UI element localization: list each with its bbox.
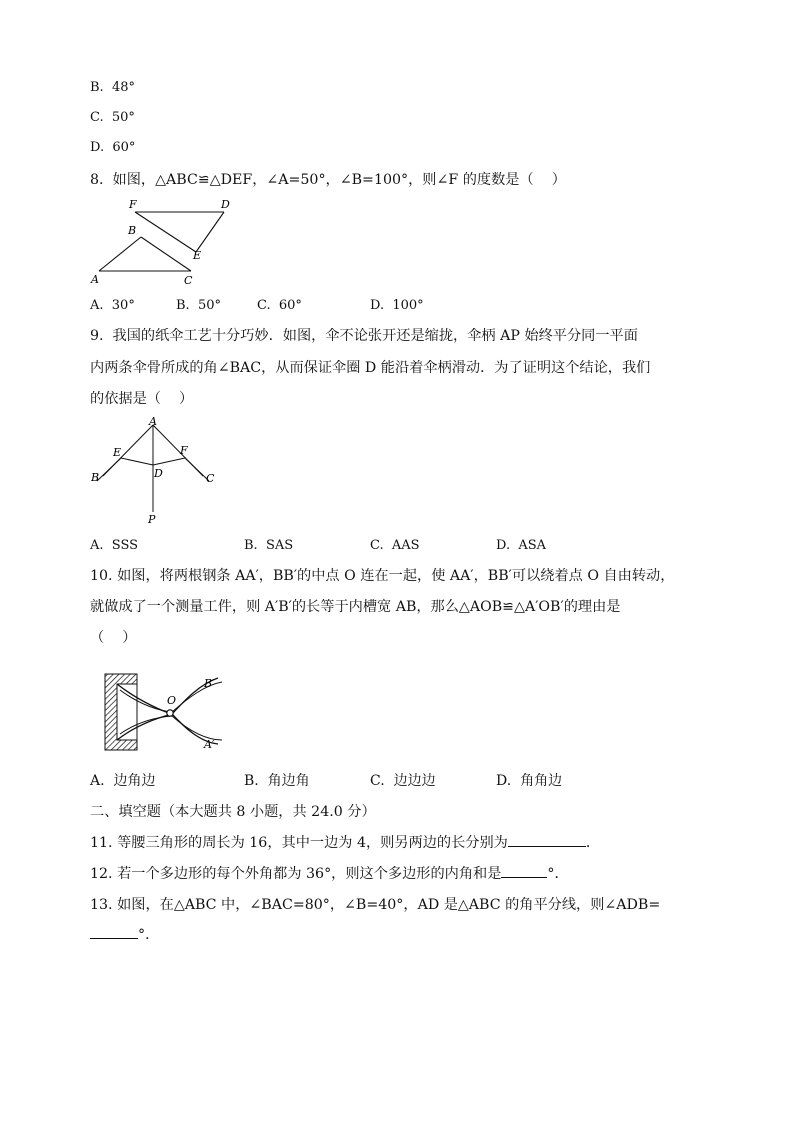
label-o: O xyxy=(167,694,177,707)
question-11-text: 11. 等腰三角形的周长为 16，其中一边为 4，则另两边的长分别为 xyxy=(90,835,508,851)
label-a: A xyxy=(91,273,99,286)
triangle-figure-q8 xyxy=(88,193,248,289)
section-2-heading: 二、填空题（本大题共 8 小题，共 24.0 分） xyxy=(90,804,376,820)
label-c: C xyxy=(184,274,193,287)
question-9-line-1: 9. 我国的纸伞工艺十分巧妙．如图，伞不论张开还是缩拢，伞柄 AP 始终平分同一平面 xyxy=(90,328,638,344)
label-b: B xyxy=(128,224,137,237)
q8-option-b[interactable]: B. 50° xyxy=(176,298,221,313)
question-13-end: °． xyxy=(138,927,160,943)
question-12-text: 12. 若一个多边形的每个外角都为 36°，则这个多边形的内角和是 xyxy=(90,866,502,882)
q8-option-c[interactable]: C. 60° xyxy=(257,298,302,313)
label-f: F xyxy=(180,444,188,457)
q9-option-a[interactable]: A. SSS xyxy=(90,538,139,553)
label-p: P xyxy=(148,513,156,526)
label-e: E xyxy=(113,446,122,459)
option-c-prev: C. 50° xyxy=(90,110,135,125)
question-10-line-1: 10. 如图，将两根钢条 AA′，BB′的中点 O 连在一起，使 AA′，BB′可以绕着点 O 自由转动， xyxy=(90,568,675,584)
label-a-prime: A′ xyxy=(204,738,215,751)
q10-option-a[interactable]: A. 边角边 xyxy=(90,773,156,789)
question-11 xyxy=(90,834,600,852)
q8-option-a[interactable]: A. 30° xyxy=(90,298,135,313)
question-12-end: °． xyxy=(547,866,569,882)
label-b: B xyxy=(91,471,100,484)
question-9-line-2: 内两条伞骨所成的角∠BAC，从而保证伞圈 D 能沿着伞柄滑动．为了证明这个结论，我们 xyxy=(90,360,651,376)
answer-blank-11[interactable] xyxy=(508,834,586,847)
question-13-line-1: 13. 如图，在△ABC 中，∠BAC=80°，∠B=40°，AD 是△ABC 的角平分线，则∠ADB= xyxy=(90,897,661,913)
label-d: D xyxy=(154,467,163,480)
question-10-line-2: 就做成了一个测量工件，则 A′B′的长等于内槽宽 AB，那么△AOB≌△A′OB′的理由是 xyxy=(90,599,621,615)
q10-option-d[interactable]: D. 角角边 xyxy=(496,773,563,789)
question-13-line-2 xyxy=(90,926,159,944)
option-b-prev: B. 48° xyxy=(90,80,135,95)
label-e: E xyxy=(193,249,202,262)
question-12 xyxy=(90,865,569,883)
label-d: D xyxy=(221,198,230,211)
option-d-prev: D. 60° xyxy=(90,140,136,155)
q9-option-c[interactable]: C. AAS xyxy=(370,538,420,553)
label-b-prime: B′ xyxy=(204,677,215,690)
answer-blank-13[interactable] xyxy=(90,926,138,939)
question-9-line-3: 的依据是（ ） xyxy=(90,391,194,407)
label-f: F xyxy=(129,198,137,211)
q8-option-d[interactable]: D. 100° xyxy=(370,298,424,313)
label-a: A xyxy=(149,415,157,428)
question-10-line-3: （ ） xyxy=(90,630,137,646)
question-8-stem: 8. 如图，△ABC≌△DEF，∠A=50°，∠B=100°，则∠F 的度数是（ ） xyxy=(90,172,566,188)
q9-option-b[interactable]: B. SAS xyxy=(244,538,294,553)
caliper-figure-q10 xyxy=(100,670,240,755)
answer-blank-12[interactable] xyxy=(501,865,547,878)
label-c: C xyxy=(206,472,215,485)
q10-option-b[interactable]: B. 角边角 xyxy=(244,773,310,789)
umbrella-figure-q9 xyxy=(86,415,226,530)
q9-option-d[interactable]: D. ASA xyxy=(496,538,547,553)
q10-option-c[interactable]: C. 边边边 xyxy=(370,773,436,789)
question-11-end: ． xyxy=(585,835,601,851)
